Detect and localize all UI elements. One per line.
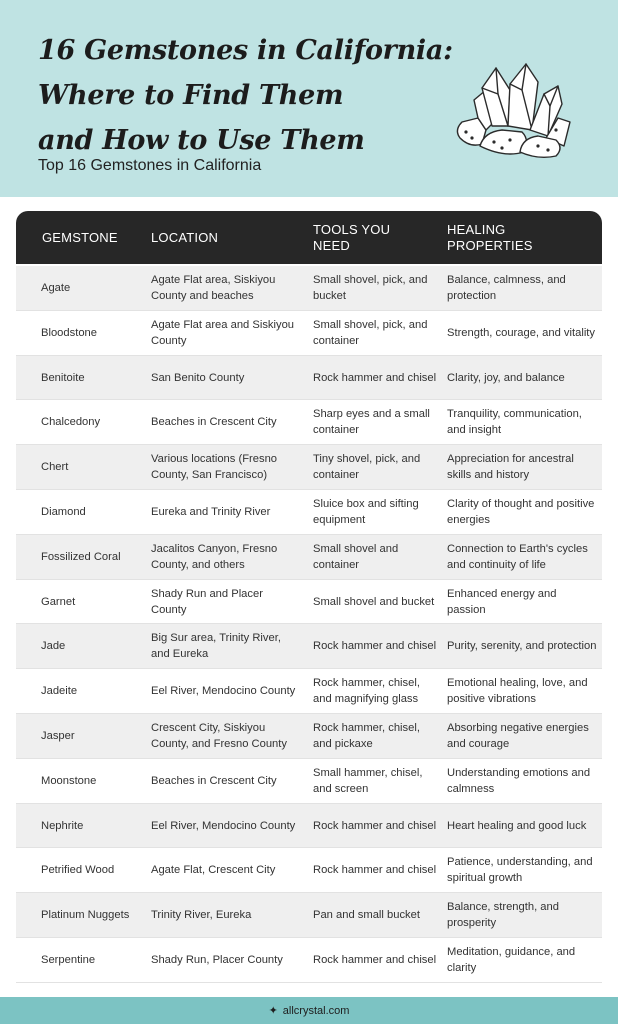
table-row: [16, 490, 602, 535]
tools-cell: Small shovel and bucket: [313, 595, 435, 608]
location-cell: Trinity River, Eureka: [151, 909, 252, 922]
location-cell: Eel River, Mendocino County: [151, 685, 296, 698]
table-row: [16, 893, 602, 938]
gemstone-cell: Jasper: [41, 729, 75, 742]
table-row: [16, 445, 602, 490]
table-row: [16, 580, 602, 625]
gemstone-cell: Nephrite: [41, 819, 84, 832]
healing-cell: Strength, courage, and vitality: [447, 326, 596, 339]
table-row: [16, 356, 602, 401]
gemstone-cell: Petrified Wood: [41, 864, 115, 877]
gemstone-cell: Jadeite: [41, 685, 78, 698]
tools-cell: Rock hammer and chisel: [313, 371, 437, 384]
table-row: [16, 624, 602, 669]
healing-cell: Purity, serenity, and protection: [447, 640, 597, 653]
location-cell: Big Sur area, Trinity River, and Eureka: [151, 632, 281, 661]
gemstone-cell: Moonstone: [41, 774, 97, 787]
location-cell: Jacalitos Canyon, Fresno County, and others: [151, 542, 278, 571]
page-title: 16 Gemstones in California: Where to Find Them and How to Use Them: [38, 35, 453, 156]
location-cell: Crescent City, Siskiyou County, and Fresno County: [151, 721, 287, 750]
healing-cell: Understanding emotions and calmness: [447, 766, 591, 795]
table-row: [16, 400, 602, 445]
healing-cell: Balance, calmness, and protection: [447, 274, 566, 302]
column-header-tools: TOOLS YOU NEED: [313, 221, 391, 253]
column-header-healing: HEALING PROPERTIES: [447, 221, 533, 253]
gemstone-cell: Bloodstone: [41, 326, 97, 339]
location-cell: Agate Flat area and Siskiyou County: [151, 318, 295, 347]
location-cell: Eel River, Mendocino County: [151, 819, 296, 832]
gemstone-cell: Agate: [41, 282, 71, 294]
gemstone-cell: Diamond: [41, 505, 86, 518]
header-banner: [0, 0, 618, 197]
location-cell: San Benito County: [151, 371, 245, 384]
tools-cell: Tiny shovel, pick, and container: [313, 453, 421, 482]
gemstone-cell: Chert: [41, 461, 69, 474]
location-cell: Eureka and Trinity River: [151, 505, 271, 518]
table-body: [16, 266, 602, 983]
healing-cell: Clarity of thought and positive energies: [447, 497, 595, 526]
table-row: [16, 804, 602, 849]
table-row: [16, 759, 602, 804]
tools-cell: Rock hammer, chisel, and pickaxe: [313, 721, 420, 750]
tools-cell: Rock hammer and chisel: [313, 819, 437, 832]
location-cell: Shady Run, Placer County: [151, 953, 283, 966]
healing-cell: Patience, understanding, and spiritual growth: [447, 856, 593, 885]
healing-cell: Appreciation for ancestral skills and history: [447, 453, 574, 482]
tools-cell: Small shovel, pick, and bucket: [313, 274, 428, 302]
healing-cell: Connection to Earth's cycles and continuity of life: [447, 542, 588, 571]
table-row: [16, 714, 602, 759]
gemstone-cell: Platinum Nuggets: [41, 909, 130, 922]
healing-cell: Tranquility, communication, and insight: [447, 408, 582, 437]
location-cell: Various locations (Fresno County, San Francisco): [151, 453, 278, 482]
footer-site: allcrystal.com: [282, 1004, 350, 1017]
healing-cell: Clarity, joy, and balance: [447, 371, 565, 384]
location-cell: Beaches in Crescent City: [151, 416, 277, 429]
sparkle-icon: ✦: [268, 1005, 278, 1017]
tools-cell: Rock hammer and chisel: [313, 864, 437, 877]
healing-cell: Heart healing and good luck: [447, 819, 587, 832]
table-row: [16, 938, 602, 983]
gemstone-cell: Jade: [41, 640, 66, 653]
column-header-location: LOCATION: [151, 229, 219, 245]
page-subtitle: Top 16 Gemstones in California: [38, 157, 262, 174]
gemstone-cell: Fossilized Coral: [41, 550, 121, 563]
healing-cell: Meditation, guidance, and clarity: [447, 945, 576, 974]
table-row: [16, 848, 602, 893]
tools-cell: Pan and small bucket: [313, 909, 420, 922]
gemstone-cell: Chalcedony: [41, 416, 101, 429]
location-cell: Agate Flat, Crescent City: [151, 864, 276, 877]
tools-cell: Rock hammer and chisel: [313, 953, 437, 966]
tools-cell: Sluice box and sifting equipment: [313, 497, 419, 526]
table-row: [16, 669, 602, 714]
gemstone-cell: Serpentine: [41, 953, 96, 966]
tools-cell: Rock hammer, chisel, and magnifying glass: [313, 677, 420, 706]
table-row: [16, 535, 602, 580]
tools-cell: Rock hammer and chisel: [313, 640, 437, 653]
healing-cell: Balance, strength, and prosperity: [447, 901, 559, 930]
table-row: [16, 266, 602, 311]
table-row: [16, 311, 602, 356]
tools-cell: Small hammer, chisel, and screen: [313, 766, 423, 795]
footer-bar: [0, 997, 618, 1024]
healing-cell: Emotional healing, love, and positive vibrations: [447, 677, 588, 706]
healing-cell: Absorbing negative energies and courage: [447, 721, 589, 750]
column-header-gemstone: GEMSTONE: [42, 229, 118, 245]
crystal-cluster-icon: [452, 60, 574, 160]
tools-cell: Small shovel and container: [313, 542, 399, 571]
location-cell: Shady Run and Placer County: [151, 587, 263, 616]
location-cell: Agate Flat area, Siskiyou County and beaches: [151, 274, 276, 302]
healing-cell: Enhanced energy and passion: [447, 587, 557, 616]
table-header: [16, 211, 602, 264]
gemstone-cell: Benitoite: [41, 371, 85, 384]
tools-cell: Small shovel, pick, and container: [313, 318, 428, 347]
gemstone-cell: Garnet: [41, 595, 76, 608]
tools-cell: Sharp eyes and a small container: [313, 408, 430, 437]
location-cell: Beaches in Crescent City: [151, 774, 277, 787]
